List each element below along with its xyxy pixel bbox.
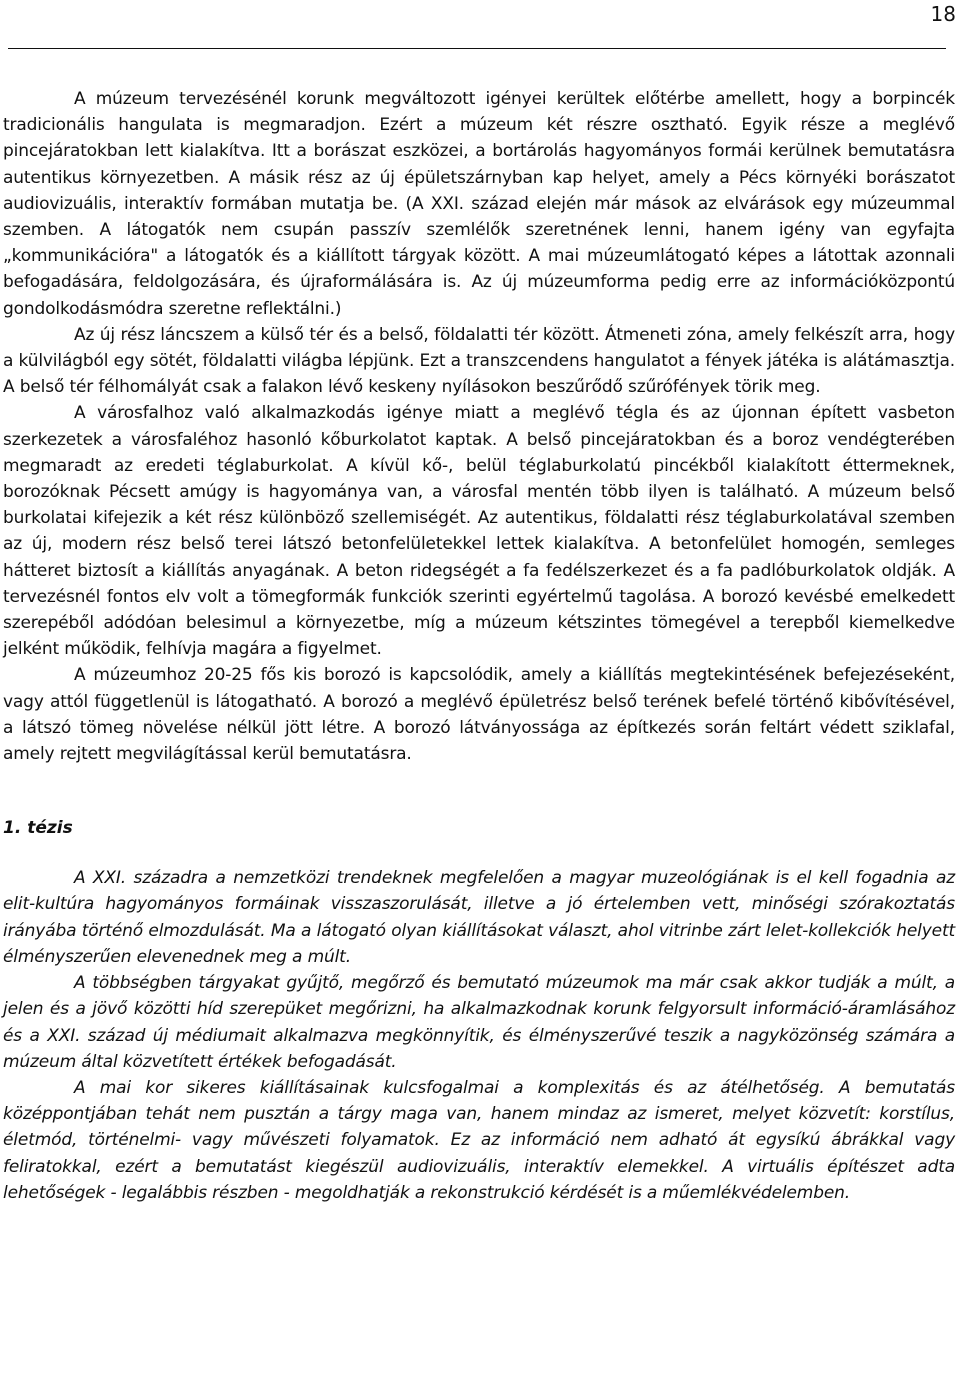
body-paragraph: A városfalhoz való alkalmazkodás igénye miatt a meglévő tégla és az újonnan épített vasbeton szerkezetek a városfaléhoz hasonló kőburkolatot kaptak. A belső pincejáratokban és a boroz vendégterében megmaradt az eredeti téglaburkolat. A kívül kő-, belül téglaburkolatú pincékből kialakított éttermeknek, borozóknak Pécsett amúgy is hagyománya van, a városfal mentén több ilyen is található. A múzeum belső burkolatai kifejezik a két rész különböző szellemiségét. Az autentikus, földalatti rész téglaburkolatával szemben az új, modern rész belső terei látszó betonfelületekkel lettek kialakítva. A betonfelület homogén, semleges hátteret biztosít a kiállítás anyagának. A beton ridegségét a fa fedélszerkezet és a fa padlóburkolatok oldják. A tervezésnél fontos elv volt a tömegformák funkciók szerinti egyértelmű tagolása. A borozó kevésbé emelkedett szerepéből adódóan belesimul a környezetbe, míg a múzeum kétszintes tömegével a terepből kiemelkedve jelként működik, felhívja magára a figyelmet. — [3, 403, 955, 660]
thesis-paragraph: A XXI. századra a nemzetközi trendeknek megfelelően a magyar muzeológiának is el kell fogadnia az elit-kultúra hagyományos formáinak visszaszorulását, illetve a jó értelemben vett, minőségi szórakoztatás irányába történő elmozdulását. Ma a látogató olyan kiállításokat választ, ahol vitrinbe zárt lelet-kollekciók helyett élményszerűen elevenednek meg a múlt. — [3, 868, 955, 967]
body-paragraph: A múzeumhoz 20-25 fős kis borozó is kapcsolódik, amely a kiállítás megtekintésének befejezéseként, vagy attól függetlenül is látogatható. A borozó a meglévő épületrész belső terének befelé történő kibővítésével, a látszó tömeg növelése nélkül jött létre. A borozó látványossága az építkezés során feltárt védett sziklafal, amely rejtett megvilágítással kerül bemutatásra. — [3, 665, 955, 765]
section-heading: 1. tézis — [3, 818, 73, 839]
page-number: 18 — [930, 2, 956, 26]
page-content — [3, 86, 955, 1206]
header-rule — [8, 48, 946, 49]
body-paragraph: A múzeum tervezésénél korunk megváltozott igényei kerültek előtérbe amellett, hogy a borpincék tradicionális hangulata is megmaradjon. Ezért a múzeum két részre osztható. Egyik része a meglévő pincejáratokban lett kialakítva. Itt a borászat eszközei, a bortárolás hagyományos formái kerülnek bemutatásra autentikus környezetben. A másik rész az új épületszárnyban kap helyet, amely a Pécs környéki borászatot audiovizuális, interaktív formában mutatja be. (A XXI. század elején már mások az elvárások egy múzeummal szemben. A látogatók nem csupán passzív szemlélők szeretnének lenni, hanem igény van egyfajta „kommunikációra" a látogatók és a kiállított tárgyak között. A mai múzeumlátogató képes a látottak azonnali befogadására, feldolgozására, és újraformálására is. Az új múzeumforma pedig erre az információközpontú gondolkodásmódra szeretne reflektálni.) — [3, 89, 955, 319]
body-paragraph: Az új rész láncszem a külső tér és a belső, földalatti tér között. Átmeneti zóna, amely felkészít arra, hogy a külvilágból egy sötét, földalatti világba lépjünk. Ezt a transzcendens hangulatot a fények játéka is alátámasztja. A belső tér félhomályát csak a falakon lévő keskeny nyílásokon beszűrődő szűrófények törik meg. — [3, 324, 955, 398]
thesis-paragraph: A többségben tárgyakat gyűjtő, megőrző és bemutató múzeumok ma már csak akkor tudják a múlt, a jelen és a jövő közötti híd szerepüket megőrizni, ha alkalmazkodnak korunk felgyorsult információ-áramlásához és a XXI. század új médiumait alkalmazva megkönnyítik, és élményszerűvé teszik a nagyközönség számára a múzeum által közvetített értékek befogadását. — [3, 973, 955, 1072]
thesis-paragraph: A mai kor sikeres kiállításainak kulcsfogalmai a komplexitás és az átélhetőség. A bemutatás középpontjában tehát nem pusztán a tárgy maga van, hanem mindaz az ismeret, melyet közvetít: korstílus, életmód, történelmi- vagy művészeti folyamatok. Ez az információ nem adható át egysíkú ábrákkal vagy feliratokkal, ezért a bemutatást kiegészül audiovizuális, interaktív elemekkel. A virtuális építészet adta lehetőségek - legalábbis részben - megoldhatják a rekonstrukció kérdését is a műemlékvédelemben. — [3, 1077, 955, 1203]
